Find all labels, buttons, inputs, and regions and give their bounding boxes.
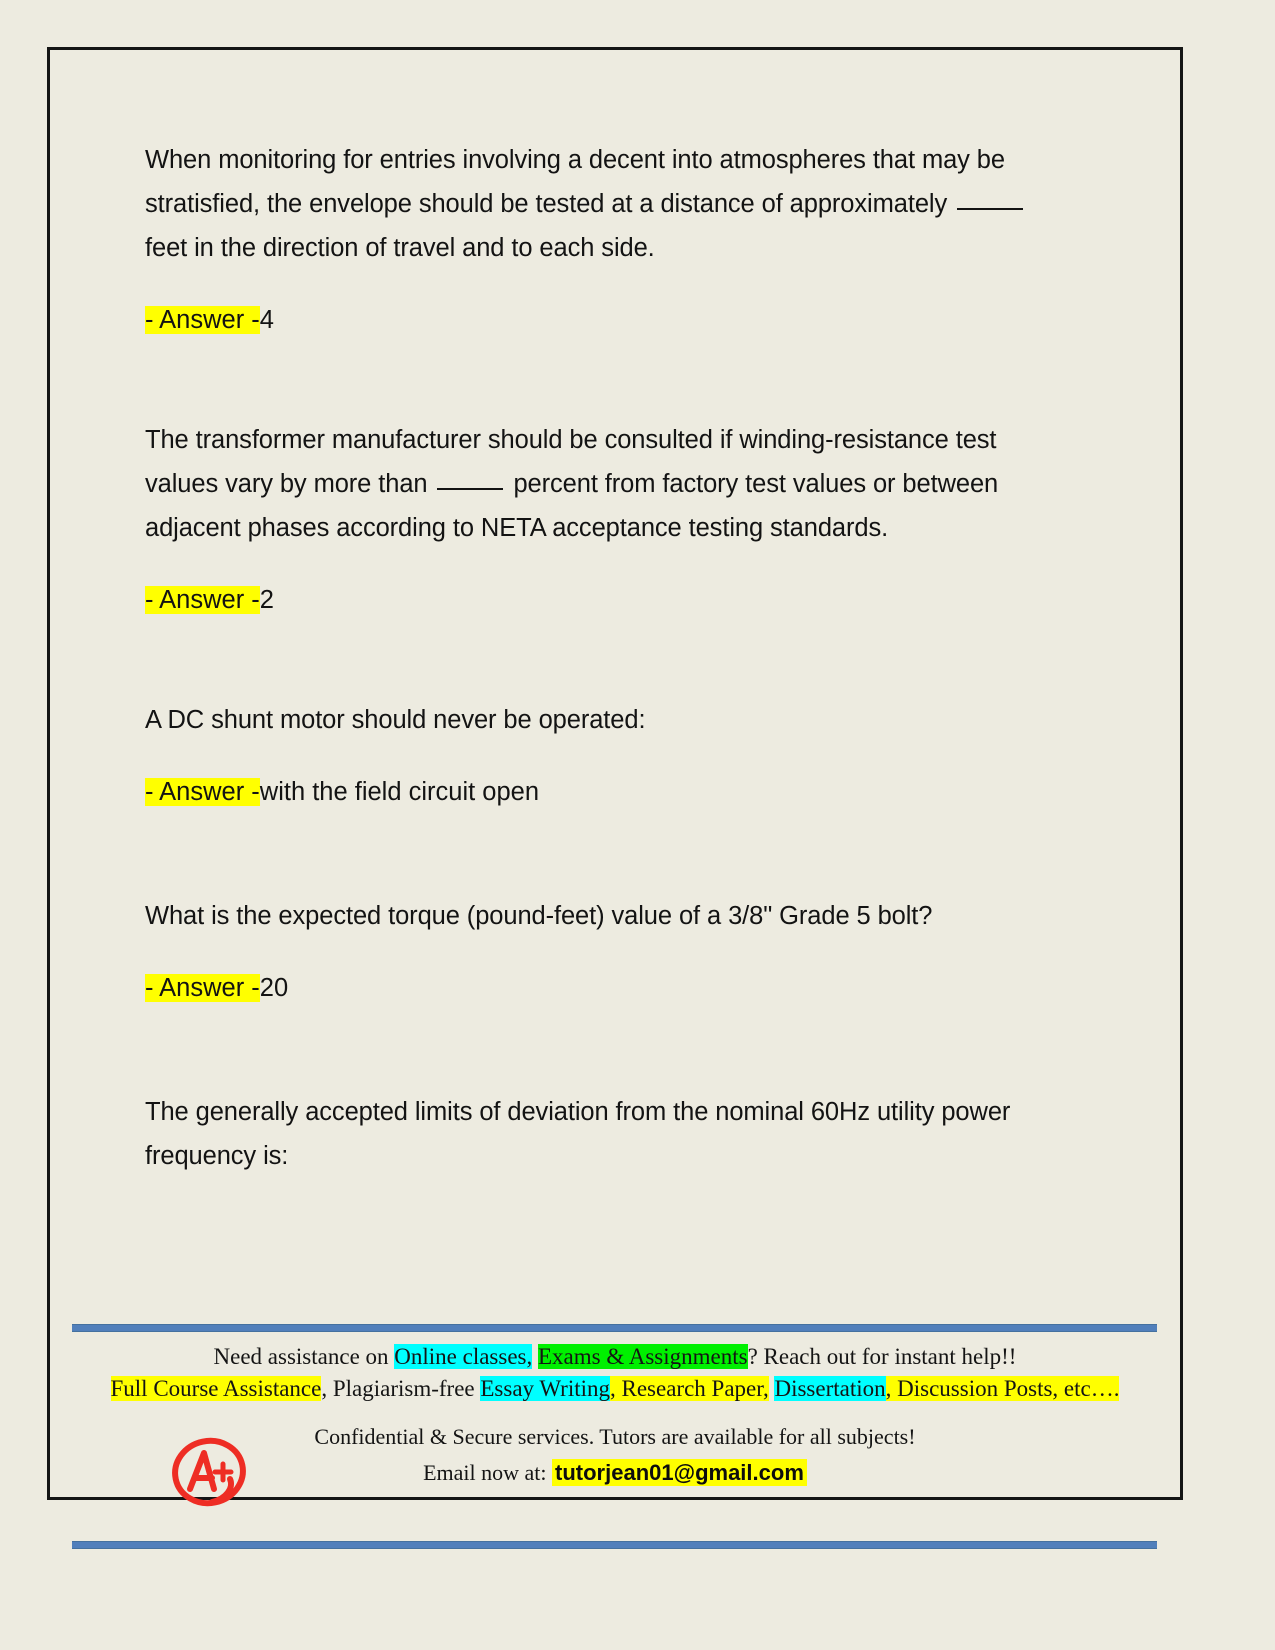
question-text-1-after: feet in the direction of travel and to each side. [145, 234, 655, 262]
document-page [47, 47, 1183, 1500]
promo-block [50, 1419, 1180, 1491]
ad-highlight-discussion-posts: , Discussion Posts, etc…. [885, 1376, 1120, 1401]
promo-line-confidential: Confidential & Secure services. Tutors are available for all subjects! [314, 1424, 916, 1449]
answer-label-1: - Answer - [145, 306, 260, 334]
question-text-2-before: The transformer manufacturer should be consulted if winding-resistance test values vary by more than [145, 426, 997, 498]
footer-divider-top [72, 1324, 1157, 1332]
ad-line-2-seg2: , Plagiarism-free [321, 1376, 481, 1401]
ad-line-1-seg1: Need assistance on [213, 1344, 395, 1369]
promo-line-email [50, 1455, 1180, 1491]
spacer [145, 270, 1070, 298]
question-text-3: A DC shunt motor should never be operated: [145, 706, 646, 734]
question-block-5 [145, 1090, 1070, 1178]
ad-highlight-research-paper: , Research Paper, [610, 1376, 769, 1401]
answer-value-1: 4 [259, 306, 274, 334]
answer-label-4: - Answer - [145, 974, 260, 1002]
question-block-3 [145, 698, 1070, 814]
fill-in-blank-2 [437, 468, 503, 490]
email-label: Email now at: [423, 1460, 547, 1485]
spacer [145, 550, 1070, 578]
ad-line-1-seg5: ? Reach out for instant help!! [747, 1344, 1017, 1369]
answer-label-3: - Answer - [145, 778, 260, 806]
spacer [145, 622, 1070, 698]
answer-line-1 [145, 298, 1070, 342]
ad-highlight-online-classes: Online classes, [394, 1344, 533, 1369]
answer-value-4: 20 [259, 974, 289, 1002]
advertisement-block [50, 1341, 1180, 1405]
footer [50, 1279, 1180, 1500]
answer-value-3: with the field circuit open [259, 778, 540, 806]
fill-in-blank-1 [957, 188, 1023, 210]
ad-highlight-essay-writing: Essay Writing [480, 1376, 610, 1401]
ad-line-2 [50, 1373, 1180, 1405]
spacer [145, 742, 1070, 770]
question-text-2 [145, 418, 1070, 550]
answer-line-3 [145, 770, 1070, 814]
spacer [145, 938, 1070, 966]
question-block-4 [145, 894, 1070, 1010]
answer-line-4 [145, 966, 1070, 1010]
email-address[interactable]: tutorjean01@gmail.com [552, 1459, 807, 1486]
answer-line-2 [145, 578, 1070, 622]
answer-value-2: 2 [259, 586, 274, 614]
question-text-1-before: When monitoring for entries involving a decent into atmospheres that may be stratisfied, the envelope should be tested at a distance of approximately [145, 146, 1005, 218]
question-list [145, 138, 1070, 1178]
ad-highlight-full-course-assistance: Full Course Assistance [110, 1376, 322, 1401]
question-text-4: What is the expected torque (pound-feet) value of a 3/8" Grade 5 bolt? [145, 902, 933, 930]
question-block-2 [145, 418, 1070, 622]
ad-line-1 [50, 1341, 1180, 1373]
answer-label-2: - Answer - [145, 586, 260, 614]
question-text-2-after: percent from factory test values or between adjacent phases according to NETA acceptance testing standards. [145, 470, 999, 542]
question-text-1 [145, 138, 1070, 270]
spacer [145, 342, 1070, 418]
spacer [145, 814, 1070, 894]
question-block-1 [145, 138, 1070, 342]
ad-highlight-exams-assignments: Exams & Assignments [538, 1344, 748, 1369]
footer-divider-bottom [72, 1541, 1157, 1549]
ad-highlight-dissertation: Dissertation [774, 1376, 886, 1401]
question-text-5: The generally accepted limits of deviation from the nominal 60Hz utility power frequency is: [145, 1098, 1011, 1170]
spacer [145, 1010, 1070, 1090]
